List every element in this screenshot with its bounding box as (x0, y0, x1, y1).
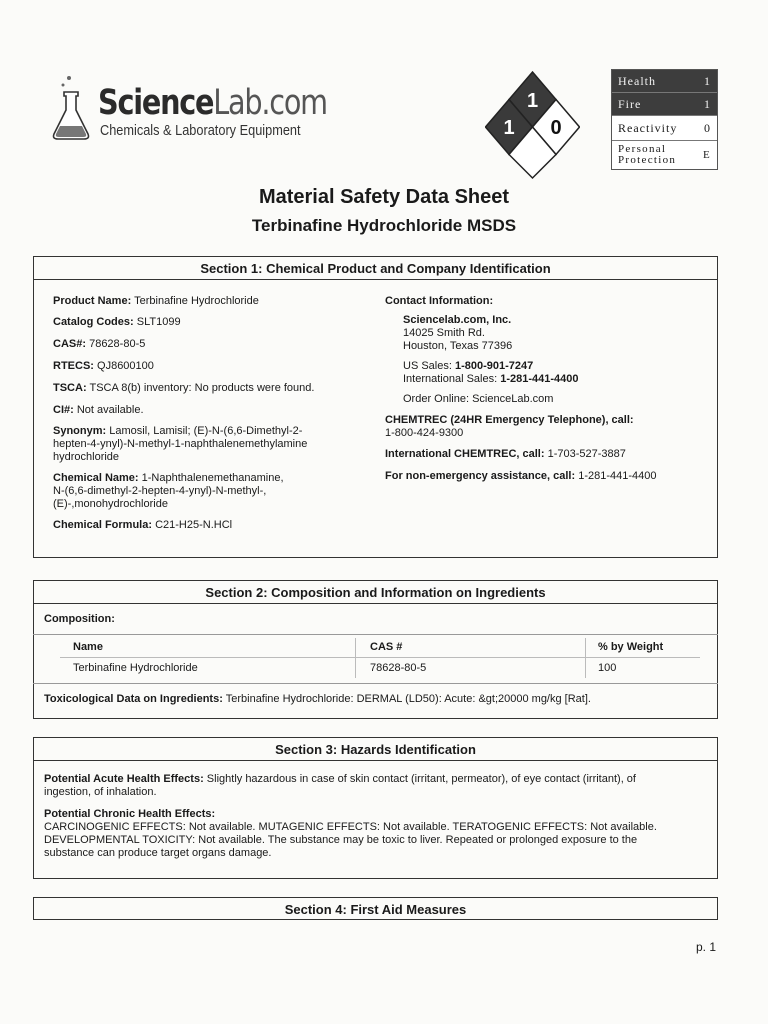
order-online: Order Online: ScienceLab.com (403, 393, 554, 405)
nfpa-fire-value: 1 (526, 90, 539, 112)
chemical-name-label: Chemical Name: (53, 472, 139, 484)
synonym-line-1: Lamosil, Lamisil; (E)-N-(6,6-Dimethyl-2- (106, 425, 303, 437)
intl-chemtrec-phone: 1-703-527-3887 (547, 448, 626, 460)
intl-sales-label: International Sales: (403, 373, 501, 385)
chemical-formula-value: C21-H25-N.HCl (155, 519, 233, 531)
table-cell-name: Terbinafine Hydrochloride (73, 662, 198, 674)
hazard-reactivity-label: Reactivity (618, 120, 678, 135)
synonym-line-3: hydrochloride (53, 451, 120, 463)
chemical-name-line-1: 1-Naphthalenemethanamine, (141, 472, 284, 484)
tsca-label: TSCA: (53, 382, 87, 394)
nfpa-reactivity-value: 0 (550, 117, 562, 139)
company-name: Sciencelab.com, Inc. (403, 314, 512, 326)
address-line-2: Houston, Texas 77396 (403, 340, 513, 352)
chronic-effects-line-3: substance can produce target organs damage. (44, 847, 272, 859)
table-col-divider-2 (585, 638, 586, 678)
hazard-row-reactivity (612, 115, 717, 140)
non-emergency-phone: 1-281-441-4400 (578, 470, 657, 482)
toxicological-data-label: Toxicological Data on Ingredients: (44, 693, 223, 705)
table-bottom-divider (33, 683, 718, 684)
intl-sales-phone: 1-281-441-4400 (500, 373, 579, 385)
toxicological-data-value: Terbinafine Hydrochloride: DERMAL (LD50): Acute: &gt;20000 mg/kg [Rat]. (225, 693, 591, 705)
hazard-rating-table (611, 69, 718, 170)
hazard-fire-label: Fire (618, 96, 642, 111)
table-header-name: Name (73, 641, 103, 653)
nfpa-health-value: 1 (503, 117, 515, 139)
section-1-right-column (385, 295, 710, 483)
hazard-fire-value: 1 (704, 96, 711, 111)
hazard-reactivity-value: 0 (704, 120, 711, 135)
hazard-pp-value: E (702, 148, 711, 161)
section-4 (33, 897, 718, 920)
product-name-label: Product Name: (53, 295, 132, 307)
hazard-row-personal-protection (612, 140, 717, 169)
chronic-effects-label: Potential Chronic Health Effects: (44, 808, 216, 820)
table-header-divider (60, 657, 700, 658)
table-header-weight: % by Weight (598, 641, 664, 653)
table-cell-weight: 100 (598, 662, 617, 674)
product-name-value: Terbinafine Hydrochloride (134, 295, 259, 307)
hazard-pp-label-1: Personal (618, 143, 667, 155)
us-sales-label: US Sales: (403, 360, 455, 372)
flask-logo-icon (50, 72, 92, 142)
logo-wordmark (98, 83, 377, 123)
acute-effects-label: Potential Acute Health Effects: (44, 773, 204, 785)
us-sales-phone: 1-800-901-7247 (454, 360, 534, 372)
chronic-effects-line-2: DEVELOPMENTAL TOXICITY: Not available. The substance may be toxic to liver. Repeated or prolonged exposure to the (44, 834, 638, 846)
address-line-1: 14025 Smith Rd. (403, 327, 485, 339)
section-3-body (44, 773, 714, 860)
table-col-divider-1 (355, 638, 356, 678)
table-header-cas: CAS # (370, 641, 403, 653)
chemical-name-line-2: N-(6,6-dimethyl-2-hepten-4-ynyl)-N-methyl-, (53, 485, 267, 497)
rtecs-label: RTECS: (53, 360, 94, 372)
section-1-heading: Section 1: Chemical Product and Company Identification (34, 257, 717, 280)
section-3-heading: Section 3: Hazards Identification (34, 738, 717, 761)
section-2-heading: Section 2: Composition and Information on Ingredients (34, 581, 717, 604)
hazard-health-label: Health (618, 73, 656, 88)
catalog-codes-value: SLT1099 (136, 316, 181, 328)
section-1-left-column (53, 295, 378, 532)
hazard-row-fire (612, 92, 717, 115)
cas-label: CAS#: (53, 338, 87, 350)
chemical-formula-label: Chemical Formula: (53, 519, 153, 531)
intl-chemtrec-label: International CHEMTREC, call: (385, 448, 545, 460)
section-4-heading: Section 4: First Aid Measures (284, 902, 467, 917)
tsca-value: TSCA 8(b) inventory: No products were found. (89, 382, 315, 394)
ci-value: Not available. (76, 404, 144, 416)
page-number: p. 1 (695, 940, 716, 954)
synonym-line-2: hepten-4-ynyl)-N-methyl-1-naphthalenemethylamine (53, 438, 308, 450)
contact-info-label: Contact Information: (385, 295, 494, 307)
composition-divider (33, 634, 718, 635)
nfpa-diamond (485, 70, 580, 180)
catalog-codes-label: Catalog Codes: (53, 316, 134, 328)
cas-value: 78628-80-5 (89, 338, 146, 350)
acute-effects-line-1: Slightly hazardous in case of skin contact (irritant, permeator), of eye contact (irritant), of (206, 773, 636, 785)
chronic-effects-line-1: CARCINOGENIC EFFECTS: Not available. MUTAGENIC EFFECTS: Not available. TERATOGENIC EFFECTS: Not available. (44, 821, 657, 833)
rtecs-value: QJ8600100 (97, 360, 154, 372)
acute-effects-line-2: ingestion, of inhalation. (44, 786, 157, 798)
logo-brand-main: Science (98, 83, 214, 123)
logo-brand-sub: Lab.com (213, 83, 327, 123)
table-cell-cas: 78628-80-5 (370, 662, 427, 674)
page-subtitle: Terbinafine Hydrochloride MSDS (251, 216, 517, 235)
non-emergency-label: For non-emergency assistance, call: (385, 470, 576, 482)
ci-label: CI#: (53, 404, 74, 416)
chemical-name-line-3: (E)-,monohydrochloride (53, 498, 168, 510)
chemtrec-label: CHEMTREC (24HR Emergency Telephone), call: (385, 414, 634, 426)
page-title: Material Safety Data Sheet (258, 186, 510, 208)
toxicological-data (44, 693, 591, 706)
chemtrec-phone: 1-800-424-9300 (385, 427, 464, 439)
hazard-health-value: 1 (704, 73, 711, 88)
logo-tagline: Chemicals & Laboratory Equipment (100, 122, 301, 139)
composition-label: Composition: (44, 613, 115, 625)
synonym-label: Synonym: (53, 425, 107, 437)
hazard-row-health (612, 70, 717, 92)
hazard-pp-label-2: Protection (618, 154, 677, 166)
